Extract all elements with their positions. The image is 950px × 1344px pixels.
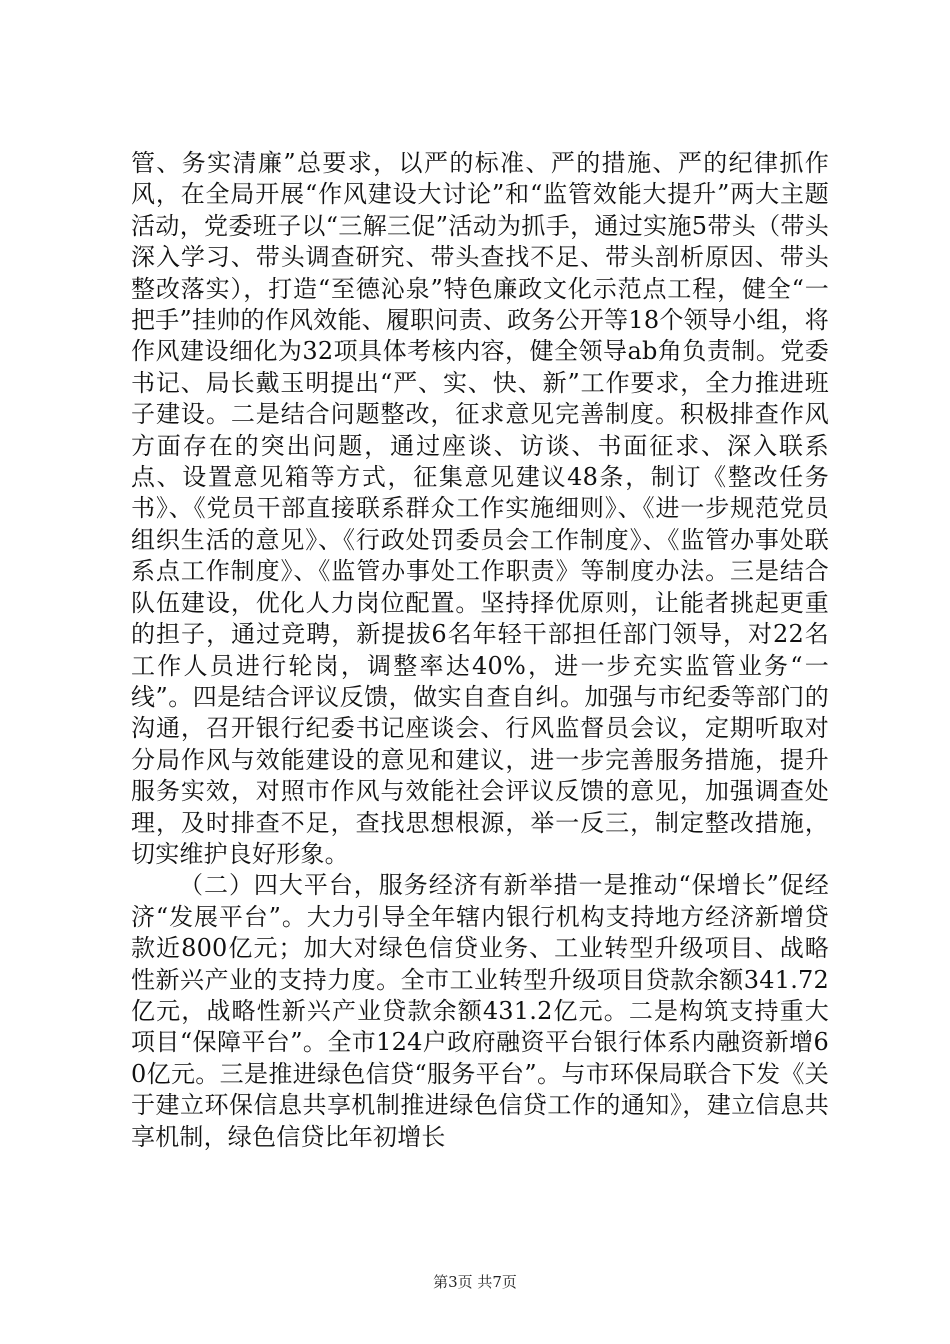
body-paragraph-continued: 管、务实清廉”总要求，以严的标准、严的措施、严的纪律抓作风，在全局开展“作风建设大讨论”和“监管效能大提升”两大主题活动，党委班子以“三解三促”活动为抓手，通过实施5带头（带头深入学习、带头调查研究、带头查找不足、带头剖析原因、带头整改落实），打造“至德沁泉”特色廉政文化示范点工程，健全“一把手”挂帅的作风效能、履职问责、政务公开等18个领导小组，将作风建设细化为32项具体考核内容，健全领导ab角负责制。党委书记、局长戴玉明提出“严、实、快、新”工作要求，全力推进班子建设。二是结合问题整改，征求意见完善制度。积极排查作风方面存在的突出问题，通过座谈、访谈、书面征求、深入联系点、设置意见箱等方式，征集意见建议48条，制订《整改任务书》、《党员干部直接联系群众工作实施细则》、《进一步规范党员组织生活的意见》、《行政处罚委员会工作制度》、《监管办事处联系点工作制度》、《监管办事处工作职责》等制度办法。三是结合队伍建设，优化人力岗位配置。坚持择优原则，让能者挑起更重的担子，通过竞聘，新提拔6名年轻干部担任部门领导，对22名工作人员进行轮岗，调整率达40%，进一步充实监管业务“一线”。四是结合评议反馈，做实自查自纠。加强与市纪委等部门的沟通，召开银行纪委书记座谈会、行风监督员会议，定期听取对分局作风与效能建设的意见和建议，进一步完善服务措施，提升服务实效，对照市作风与效能社会评议反馈的意见，加强调查处理，及时排查不足，查找思想根源，举一反三，制定整改措施，切实维护良好形象。 — [131, 149, 829, 868]
page-number-footer: 第3页 共7页 — [433, 1273, 517, 1291]
document-body — [131, 148, 829, 1153]
body-paragraph-section-two: （二）四大平台，服务经济有新举措一是推动“保增长”促经济“发展平台”。大力引导全年辖内银行机构支持地方经济新增贷款近800亿元；加大对绿色信贷业务、工业转型升级项目、战略性新兴产业的支持力度。全市工业转型升级项目贷款余额341.72亿元，战略性新兴产业贷款余额431.2亿元。二是构筑支持重大项目“保障平台”。全市124户政府融资平台银行体系内融资新增60亿元。三是推进绿色信贷“服务平台”。与市环保局联合下发《关于建立环保信息共享机制推进绿色信贷工作的通知》，建立信息共享机制，绿色信贷比年初增长 — [131, 871, 829, 1151]
